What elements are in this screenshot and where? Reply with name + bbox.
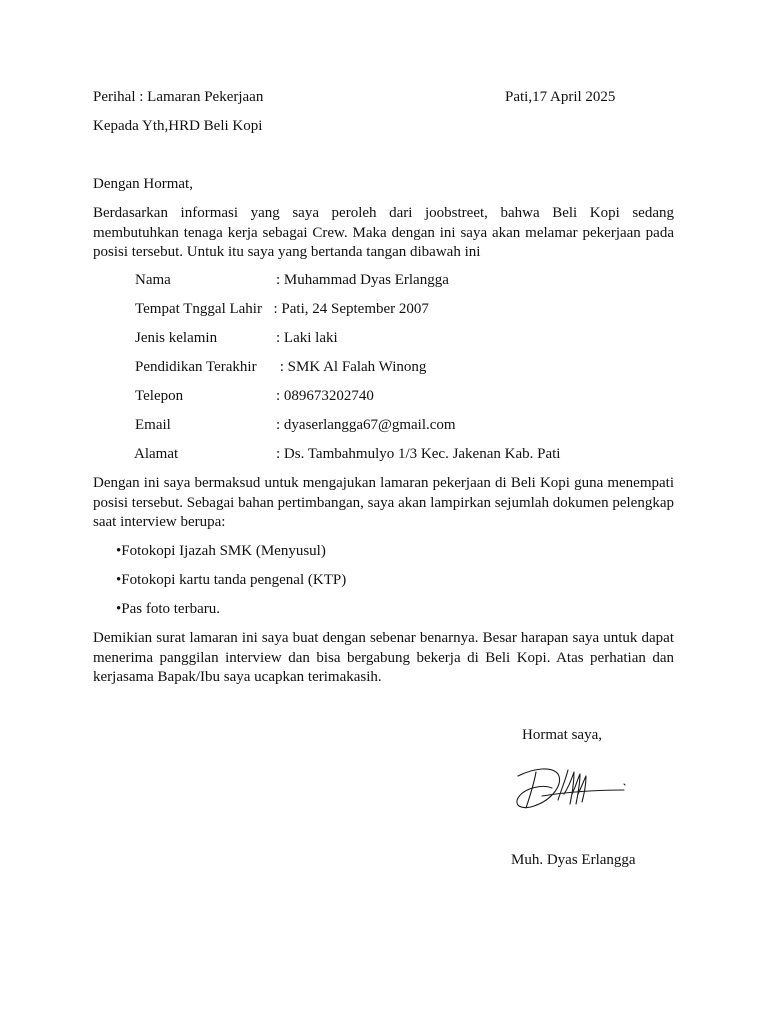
field-value-gender: : Laki laki (276, 330, 338, 346)
signature-image (512, 764, 632, 814)
field-value-phone: : 089673202740 (276, 388, 374, 404)
list-item: •Fotokopi kartu tanda pengenal (KTP) (116, 572, 347, 588)
field-value-education: : SMK Al Falah Winong (276, 359, 427, 375)
signer-name: Muh. Dyas Erlangga (511, 852, 636, 868)
closing-paragraph: Demikian surat lamaran ini saya buat dengan sebenar benarnya. Besar harapan saya untuk dapat menerima panggilan interview dan bisa bergabung bekerja di Beli Kopi. Atas perhatian dan kerjasama Bapak/Ibu saya ucapkan terimakasih. (93, 630, 674, 685)
field-value-address: : Ds. Tambahmulyo 1/3 Kec. Jakenan Kab. Pati (276, 446, 561, 462)
field-value-birth: : Pati, 24 September 2007 (266, 301, 429, 317)
regards-line: Hormat saya, (522, 727, 602, 743)
field-label-phone: Telepon (135, 388, 184, 404)
recipient-line: Kepada Yth,HRD Beli Kopi (93, 118, 263, 134)
field-label-address: Alamat (134, 446, 179, 462)
subject-line: Perihal : Lamaran Pekerjaan (93, 89, 264, 105)
purpose-paragraph: Dengan ini saya bermaksud untuk mengajukan lamaran pekerjaan di Beli Kopi guna menempati posisi tersebut. Sebagai bahan pertimbangan, saya akan lampirkan sejumlah dokumen pelengkap saat interview berupa: (93, 475, 674, 530)
field-value-email: : dyaserlangga67@gmail.com (276, 417, 456, 433)
field-label-nama: Nama (135, 272, 171, 288)
field-value-nama: : Muhammad Dyas Erlangga (276, 272, 449, 288)
intro-paragraph: Berdasarkan informasi yang saya peroleh dari joobstreet, bahwa Beli Kopi sedang membutuhkan tenaga kerja sebagai Crew. Maka dengan ini saya akan melamar pekerjaan pada posisi tersebut. Untuk itu saya yang bertanda tangan dibawah ini (93, 205, 674, 260)
list-item: •Pas foto terbaru. (116, 601, 220, 617)
field-label-education: Pendidikan Terakhir (135, 359, 257, 375)
field-label-email: Email (135, 417, 171, 433)
place-date: Pati,17 April 2025 (505, 89, 616, 105)
greeting: Dengan Hormat, (93, 176, 193, 192)
field-label-birth: Tempat Tnggal Lahir (135, 301, 262, 317)
list-item: •Fotokopi Ijazah SMK (Menyusul) (116, 543, 326, 559)
field-label-gender: Jenis kelamin (135, 330, 218, 346)
